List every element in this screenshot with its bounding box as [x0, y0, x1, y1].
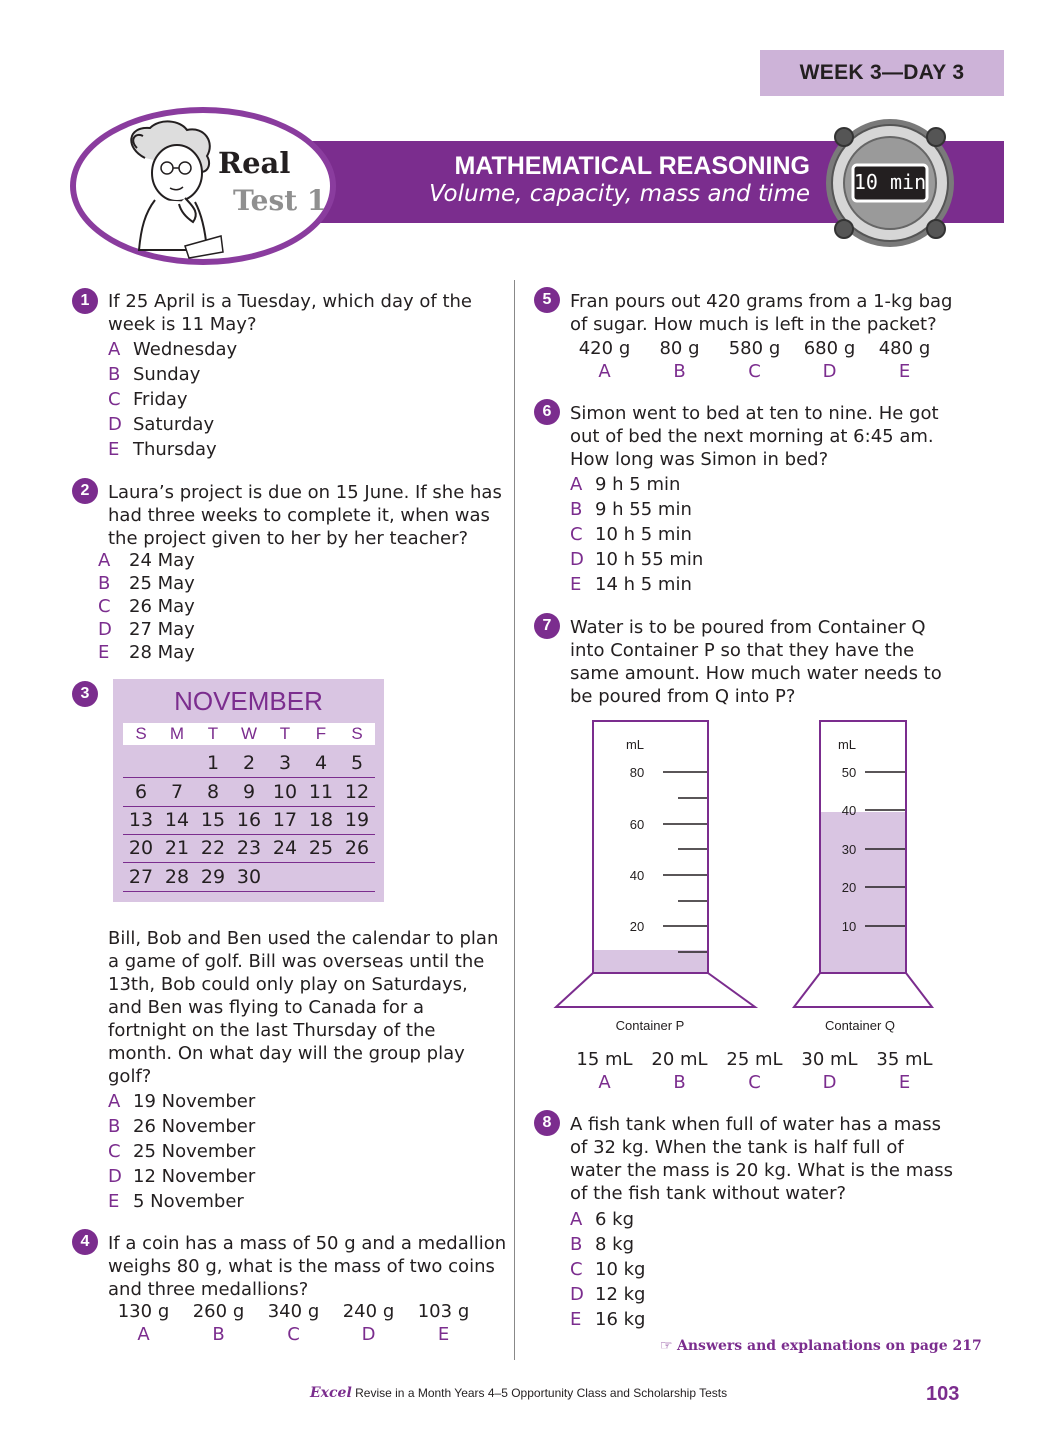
calendar-day: 11: [308, 781, 334, 803]
answers-reference: ☞ Answers and explanations on page 217: [660, 1338, 982, 1354]
calendar-day: 23: [236, 837, 262, 859]
question-number: 5: [534, 287, 560, 313]
container-p-water: [593, 950, 708, 973]
tick-label: 40: [629, 868, 645, 883]
girl-thinking-illustration: [115, 118, 225, 260]
question-6-options: [570, 472, 703, 597]
option-a[interactable]: A 6 kg: [570, 1209, 635, 1230]
option-e[interactable]: E Thursday: [108, 439, 217, 460]
calendar-day: 25: [308, 837, 334, 859]
option-e[interactable]: E 16 kg: [570, 1309, 646, 1330]
option-e[interactable]: E 28 May: [98, 642, 195, 663]
tick-label: 30: [841, 842, 857, 857]
badge-real-label: Real: [218, 146, 291, 180]
calendar-day: 12: [344, 781, 370, 803]
tick-label: 20: [841, 880, 857, 895]
option-a[interactable]: A 24 May: [98, 550, 195, 571]
tick-label: 20: [629, 919, 645, 934]
calendar-day: 21: [164, 837, 190, 859]
calendar-day: 6: [134, 781, 148, 803]
calendar-day: [267, 863, 303, 891]
option-e[interactable]: 480 g E: [878, 338, 931, 382]
option-c[interactable]: C 26 May: [98, 596, 195, 617]
question-1-text: If 25 April is a Tuesday, which day of the week is 11 May?: [108, 291, 472, 335]
question-number: 6: [534, 399, 560, 425]
option-e[interactable]: 35 mL E: [876, 1049, 933, 1093]
option-c[interactable]: C 10 kg: [570, 1259, 646, 1280]
question-1-options: [108, 337, 237, 462]
option-a[interactable]: A 19 November: [108, 1091, 256, 1112]
container-p: [556, 721, 755, 1033]
calendar-day: 13: [128, 809, 154, 831]
calendar-day: 10: [272, 781, 298, 803]
weekday-label: M: [169, 724, 185, 743]
calendar-day: 18: [308, 809, 334, 831]
question-5-text: Fran pours out 420 grams from a 1-kg bag of sugar. How much is left in the packet?: [570, 291, 953, 335]
container-q-water: [820, 812, 906, 973]
question-2-options: [98, 549, 195, 664]
option-a[interactable]: A Wednesday: [108, 339, 238, 360]
option-a[interactable]: 420 g A: [578, 338, 631, 382]
question-7-text: Water is to be poured from Container Q into Container P so that they have the same amount. How much water needs to be poured from Q into P?: [570, 617, 942, 707]
calendar-day: 16: [236, 809, 262, 831]
calendar-day: 9: [242, 781, 256, 803]
option-d[interactable]: D 12 November: [108, 1166, 256, 1187]
question-6-text: Simon went to bed at ten to nine. He got out of bed the next morning at 6:45 am. How long was Simon in bed?: [570, 403, 939, 470]
page-title: MATHEMATICAL REASONING: [454, 152, 810, 180]
option-b[interactable]: B 9 h 55 min: [570, 499, 692, 520]
calendar-day: 30: [236, 866, 262, 888]
tick-label: 50: [841, 765, 857, 780]
calendar-day: 17: [272, 809, 298, 831]
option-b[interactable]: B Sunday: [108, 364, 201, 385]
option-e[interactable]: E 14 h 5 min: [570, 574, 692, 595]
option-b[interactable]: 80 g B: [659, 338, 700, 382]
timer-readout: 10 min: [853, 170, 927, 194]
week-day-tab: WEEK 3—DAY 3: [760, 50, 1004, 96]
column-divider: [514, 280, 515, 1360]
calendar-week-row: [123, 834, 375, 863]
option-b[interactable]: B 25 May: [98, 573, 195, 594]
calendar-week-row: [123, 863, 375, 892]
calendar-week-row: [123, 778, 375, 807]
calendar-day: 20: [128, 837, 154, 859]
option-c[interactable]: C 25 November: [108, 1141, 256, 1162]
option-e[interactable]: 103 g E: [417, 1301, 470, 1345]
option-a[interactable]: A 9 h 5 min: [570, 474, 681, 495]
option-c[interactable]: C Friday: [108, 389, 188, 410]
unit-label: mL: [625, 737, 645, 752]
option-b[interactable]: B 8 kg: [570, 1234, 635, 1255]
option-a[interactable]: 130 g A: [117, 1301, 170, 1345]
calendar-day: [303, 863, 339, 891]
container-q: [794, 721, 932, 1033]
badge-test-label: Test 1: [233, 184, 327, 217]
question-5-options: [567, 337, 942, 384]
option-b[interactable]: 20 mL B: [651, 1049, 708, 1093]
calendar-week-row: [123, 806, 375, 835]
container-p-name: Container P: [615, 1018, 685, 1033]
question-number: 1: [72, 288, 98, 314]
option-b[interactable]: B 26 November: [108, 1116, 256, 1137]
option-c[interactable]: 25 mL C: [726, 1049, 783, 1093]
calendar-day: 26: [344, 837, 370, 859]
calendar-month: NOVEMBER: [174, 686, 323, 716]
option-d[interactable]: D Saturday: [108, 414, 215, 435]
weekday-label: W: [240, 724, 258, 743]
weekday-label: S: [351, 724, 363, 743]
calendar-week-row: [123, 749, 375, 778]
tick-label: 80: [629, 765, 645, 780]
calendar-day: 5: [350, 752, 364, 774]
book-title: Revise in a Month Years 4–5 Opportunity Class and Scholarship Tests: [355, 1386, 728, 1400]
option-d[interactable]: D 12 kg: [570, 1284, 646, 1305]
option-b[interactable]: 260 g B: [192, 1301, 245, 1345]
footer-book-title: [310, 1385, 727, 1401]
calendar-weekday-header: [123, 723, 375, 745]
calendar-day: [123, 749, 159, 777]
calendar-day: 19: [344, 809, 370, 831]
question-number: 2: [72, 478, 98, 504]
question-2-text: Laura’s project is due on 15 June. If she has had three weeks to complete it, when was the project given to her by her teacher?: [108, 482, 502, 549]
containers-diagram: [550, 715, 950, 1045]
container-q-name: Container Q: [824, 1018, 896, 1033]
option-c[interactable]: C 10 h 5 min: [570, 524, 692, 545]
pointing-hand-icon: ☞: [660, 1338, 678, 1354]
question-8-text: A fish tank when full of water has a mass of 32 kg. When the tank is half full of water the mass is 20 kg. What is the mass of the fish tank without water?: [570, 1114, 954, 1204]
question-number: 8: [534, 1110, 560, 1136]
option-d[interactable]: 30 mL D: [801, 1049, 858, 1093]
calendar-day: 15: [200, 809, 226, 831]
weekday-label: S: [135, 724, 147, 743]
calendar-day: 28: [164, 866, 190, 888]
tick-label: 10: [841, 919, 857, 934]
calendar-day: 7: [170, 781, 184, 803]
option-a[interactable]: 15 mL A: [576, 1049, 633, 1093]
tick-label: 60: [629, 817, 645, 832]
calendar-day: [159, 749, 195, 777]
option-e[interactable]: E 5 November: [108, 1191, 244, 1212]
question-number: 4: [72, 1229, 98, 1255]
brand-logo: Excel: [310, 1385, 352, 1401]
option-d[interactable]: 240 g D: [342, 1301, 395, 1345]
option-c[interactable]: 340 g C: [267, 1301, 320, 1345]
calendar-day: 4: [314, 752, 328, 774]
option-d[interactable]: D 27 May: [98, 619, 195, 640]
weekday-label: T: [279, 724, 291, 743]
question-3-options: [108, 1089, 255, 1214]
option-d[interactable]: D 10 h 55 min: [570, 549, 704, 570]
calendar-day: 22: [200, 837, 226, 859]
weekday-label: F: [315, 724, 327, 743]
tick-label: 40: [841, 803, 857, 818]
calendar-day: 14: [164, 809, 190, 831]
page-subtitle: Volume, capacity, mass and time: [429, 181, 810, 207]
weekday-label: T: [207, 724, 219, 743]
question-4-text: If a coin has a mass of 50 g and a medallion weighs 80 g, what is the mass of two coins and three medallions?: [108, 1233, 507, 1300]
calendar-day: 1: [206, 752, 220, 774]
calendar-day: 3: [278, 752, 292, 774]
unit-label: mL: [837, 737, 857, 752]
option-d[interactable]: 680 g D: [803, 338, 856, 382]
calendar-day: 29: [200, 866, 226, 888]
option-c[interactable]: 580 g C: [728, 338, 781, 382]
calendar-day: [339, 863, 375, 891]
question-8-options: [570, 1207, 645, 1332]
question-7-options: [567, 1048, 942, 1095]
calendar-day: 24: [272, 837, 298, 859]
question-3-text: Bill, Bob and Ben used the calendar to plan a game of golf. Bill was overseas until the 13th, Bob could only play on Saturdays, and Ben was flying to Canada for a fortnight on the last Thursday of the month. On what day will the group play golf?: [108, 928, 499, 1087]
question-number: 7: [534, 613, 560, 639]
question-4-options: [106, 1300, 481, 1347]
calendar-day: 27: [128, 866, 154, 888]
calendar-day: 2: [242, 752, 256, 774]
page-number: 103: [926, 1383, 960, 1405]
calendar-day: 8: [206, 781, 220, 803]
question-number: 3: [72, 681, 98, 707]
